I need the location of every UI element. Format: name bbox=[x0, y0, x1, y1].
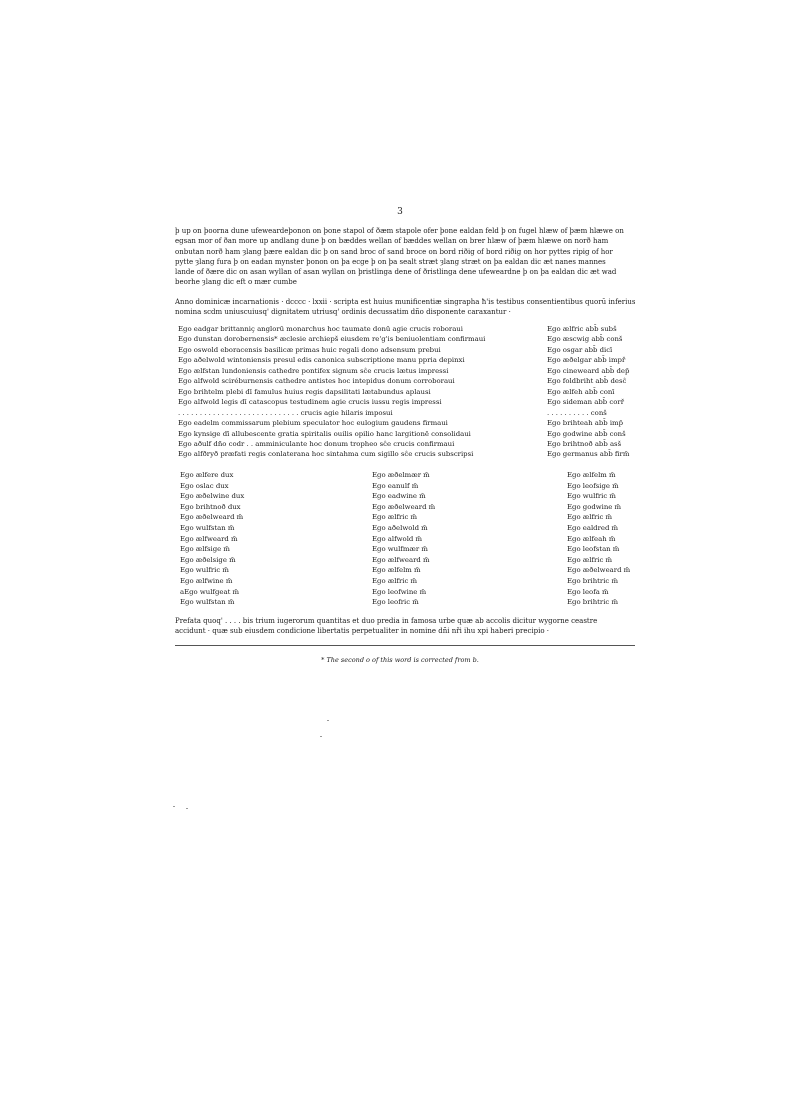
witness-line: Ego wulfric m̄ bbox=[180, 566, 229, 575]
dating-line: Anno dominicæ incarnationis · dcccc · lxxii · scripta est huius munificentiæ singrapha ħ'is testibus consentientibus quorū inferius bbox=[175, 298, 635, 306]
boundary-line: egsan mor of ðan more up andlang dune þ on bæddes wellan of bæddes wellan on brer hlæw of þæm hlæwe on norð ham bbox=[175, 237, 609, 246]
boundary-line: lande of ðære dic on asan wyllan of asan wyllan on þristlinga dene of ðristlinga dene ufeweardne þ on þa ealdan dic æt wad bbox=[175, 268, 617, 277]
signature-line: Ego alfwold sciréburnensis cathedre antistes hoc intepidus donum corroboraui bbox=[178, 377, 455, 386]
witness-line: Ego æðelweard m̄ bbox=[180, 513, 244, 522]
abbot-signature: Ego æðelgar abb̄ impř bbox=[547, 356, 626, 365]
signature-line: Ego eadelm commissarum plebium speculator hoc eulogium gaudens firmaui bbox=[178, 419, 448, 428]
abbot-signature: Ego ælfeh abb̄ conī bbox=[547, 387, 615, 396]
abbot-signature: Ego ælfric abb̄ subš bbox=[547, 325, 617, 333]
signature-line: Ego brihtelm plebi dī famulus huius regis dapsilitati lætabundus aplausi bbox=[178, 387, 431, 396]
signature-line: . . . . . . . . . . . . . . . . . . . . . . . . . . . . crucis agie hilaris imposui bbox=[178, 408, 393, 417]
dating-line: nomina scdm uniuscuiusq' dignitatem utriusq' ordinis decussatim dño disponente caraxantur · bbox=[175, 308, 511, 317]
boundary-line: beorhe ȝlang dic eft o mær cumbe bbox=[175, 278, 297, 287]
witness-line: Ego wulfstan m̄ bbox=[180, 523, 235, 532]
abbot-signature: Ego godwine abb̄ conš bbox=[547, 429, 626, 438]
signature-line: Ego dunstan dorobernensis* æclesie archiepš eiusdem re'g'is beniuolentiam confirmaui bbox=[178, 335, 486, 344]
witness-line: Ego æðelweard m̄ bbox=[567, 566, 631, 575]
signature-line: Ego aðelwold wintoniensis presul edis canonica subscriptione manu ppria depinxi bbox=[178, 356, 465, 365]
witness-line: Ego ælfweard m̄ bbox=[372, 555, 430, 564]
scan-speck bbox=[327, 720, 329, 721]
witness-line: Ego leofsige m̄ bbox=[567, 481, 619, 490]
abbot-signature: . . . . . . . . . . conš bbox=[547, 408, 607, 417]
abbot-signature: Ego osgar abb̄ dicī bbox=[547, 345, 613, 354]
prefata-clause bbox=[175, 616, 635, 637]
witness-line: Ego leofric m̄ bbox=[372, 598, 419, 607]
witness-column-1 bbox=[180, 470, 244, 608]
signature-line: Ego aðulf dño codr . . amminiculante hoc donum tropheo sĉe crucis confirmaui bbox=[178, 439, 455, 448]
witness-line: Ego alfwold m̄ bbox=[372, 534, 423, 543]
boundary-line: pytte ȝlang fura þ on eadan mynster þonon on þa ecge þ on þa sealt stræt ȝlang stræt on þa ealdan dic æt nanes mannes bbox=[175, 257, 606, 266]
witness-line: Ego wulfstan m̄ bbox=[180, 598, 235, 607]
witness-line: Ego oslac dux bbox=[180, 481, 229, 490]
scan-speck bbox=[173, 806, 175, 807]
signature-line: Ego kynsige dī allubescente gratia spiritalis ouilis opilio hanc largitionē consolidaui bbox=[178, 429, 471, 438]
witness-line: Ego ealdred m̄ bbox=[567, 523, 619, 532]
witness-line: Ego wulfric m̄ bbox=[567, 492, 616, 501]
witness-line: aEgo wulfgeat m̄ bbox=[180, 587, 240, 596]
prefata-line: Prefata quoq' . . . . bis trium iugerorum quantitas et duo predia in famosa urbe quæ ab accolis dicitur wygorne ceastre bbox=[175, 617, 598, 625]
signature-line: Ego alfðryð præfati regis conlaterana hoc sintahma cum sigillo sĉe crucis subscripsi bbox=[178, 450, 474, 459]
witness-line: Ego brihtnoð dux bbox=[180, 502, 241, 511]
witness-line: Ego ælfeah m̄ bbox=[567, 534, 616, 543]
page-number: 3 bbox=[397, 207, 403, 217]
witness-line: Ego brihtric m̄ bbox=[567, 576, 618, 585]
boundary-line: onbutan norð ham ȝlang þære ealdan dic þ on sand broc of sand broce on bord riðig of bord riðig on hor pyttes ripig of hor bbox=[175, 247, 613, 256]
witness-column-2 bbox=[372, 470, 435, 608]
witness-column-3 bbox=[567, 470, 630, 608]
boundary-line: þ up on þoorna dune ufeweardeþonon on þone stapol of ðæm stapole ofer þone ealdan feld þ on fugel hlæw of þæm hlæwe on bbox=[175, 227, 624, 235]
scan-speck bbox=[320, 736, 322, 737]
signature-line: Ego ælfstan lundoniensis cathedre pontifex signum sĉe crucis lætus impressi bbox=[178, 366, 449, 375]
abbot-signature: Ego germanus abb̄ firm̄ bbox=[547, 450, 630, 459]
witness-line: Ego ælfric m̄ bbox=[567, 555, 613, 564]
signature-line: Ego alfwold legis dī catascopus testudinem agie crucis iussu regis impressi bbox=[178, 398, 442, 407]
main-signatures bbox=[178, 324, 528, 460]
witness-line: Ego wulfmær m̄ bbox=[372, 545, 428, 554]
witness-line: Ego aðelwold m̄ bbox=[372, 523, 428, 532]
abbot-signature: Ego æscwig abb̄ conš bbox=[547, 335, 623, 344]
footnote: * The second o of this word is corrected from b. bbox=[321, 656, 479, 664]
witness-line: Ego ælfric m̄ bbox=[567, 513, 613, 522]
boundary-clause bbox=[175, 226, 635, 288]
abbot-signatures bbox=[547, 324, 647, 460]
witness-line: Ego leofa m̄ bbox=[567, 587, 609, 596]
scan-speck bbox=[186, 808, 188, 809]
abbot-signature: Ego foldbriht abb̄ desĉ bbox=[547, 377, 627, 386]
witness-line: Ego godwine m̄ bbox=[567, 502, 622, 511]
dating-clause bbox=[175, 297, 635, 318]
witness-line: Ego brihtric m̄ bbox=[567, 598, 618, 607]
abbot-signature: Ego sideman abb̄ corř bbox=[547, 398, 624, 407]
signature-line: Ego oswold eboracensis basilicæ primas huic regali dono adsensum prebui bbox=[178, 345, 441, 354]
abbot-signature: Ego brihteah abb̄ imp̄ bbox=[547, 419, 623, 428]
footnote-rule bbox=[175, 645, 635, 646]
witness-line: Ego æðelweard m̄ bbox=[372, 502, 436, 511]
witness-line: Ego ælfere dux bbox=[180, 471, 234, 479]
signature-line: Ego eadgar brittanniç anglorū monarchus hoc taumate donū agie crucis roboraui bbox=[178, 325, 463, 333]
witness-line: Ego ælfwine m̄ bbox=[180, 576, 233, 585]
witness-line: Ego ælfelm m̄ bbox=[567, 471, 616, 479]
witness-line: Ego ælfweard m̄ bbox=[180, 534, 238, 543]
witness-line: Ego ælfelm m̄ bbox=[372, 566, 421, 575]
witness-line: Ego eanulf m̄ bbox=[372, 481, 419, 490]
witness-line: Ego leofwine m̄ bbox=[372, 587, 427, 596]
witness-line: Ego leofstan m̄ bbox=[567, 545, 620, 554]
prefata-line: accidunt · quæ sub eiusdem condicione libertatis perpetualiter in nomine dñi nři ihu xpi haberi precipio · bbox=[175, 627, 550, 636]
witness-line: Ego æðelmær m̄ bbox=[372, 471, 430, 479]
witness-line: Ego æðelwine dux bbox=[180, 492, 245, 501]
abbot-signature: Ego cineweard abb̄ dep̄ bbox=[547, 366, 630, 375]
witness-line: Ego ælfric m̄ bbox=[372, 576, 418, 585]
witness-line: Ego ælfsige m̄ bbox=[180, 545, 230, 554]
witness-line: Ego ælfric m̄ bbox=[372, 513, 418, 522]
witness-line: Ego æðelsige m̄ bbox=[180, 555, 236, 564]
abbot-signature: Ego brihtnoð abb̄ asš bbox=[547, 439, 622, 448]
witness-line: Ego eadwine m̄ bbox=[372, 492, 426, 501]
